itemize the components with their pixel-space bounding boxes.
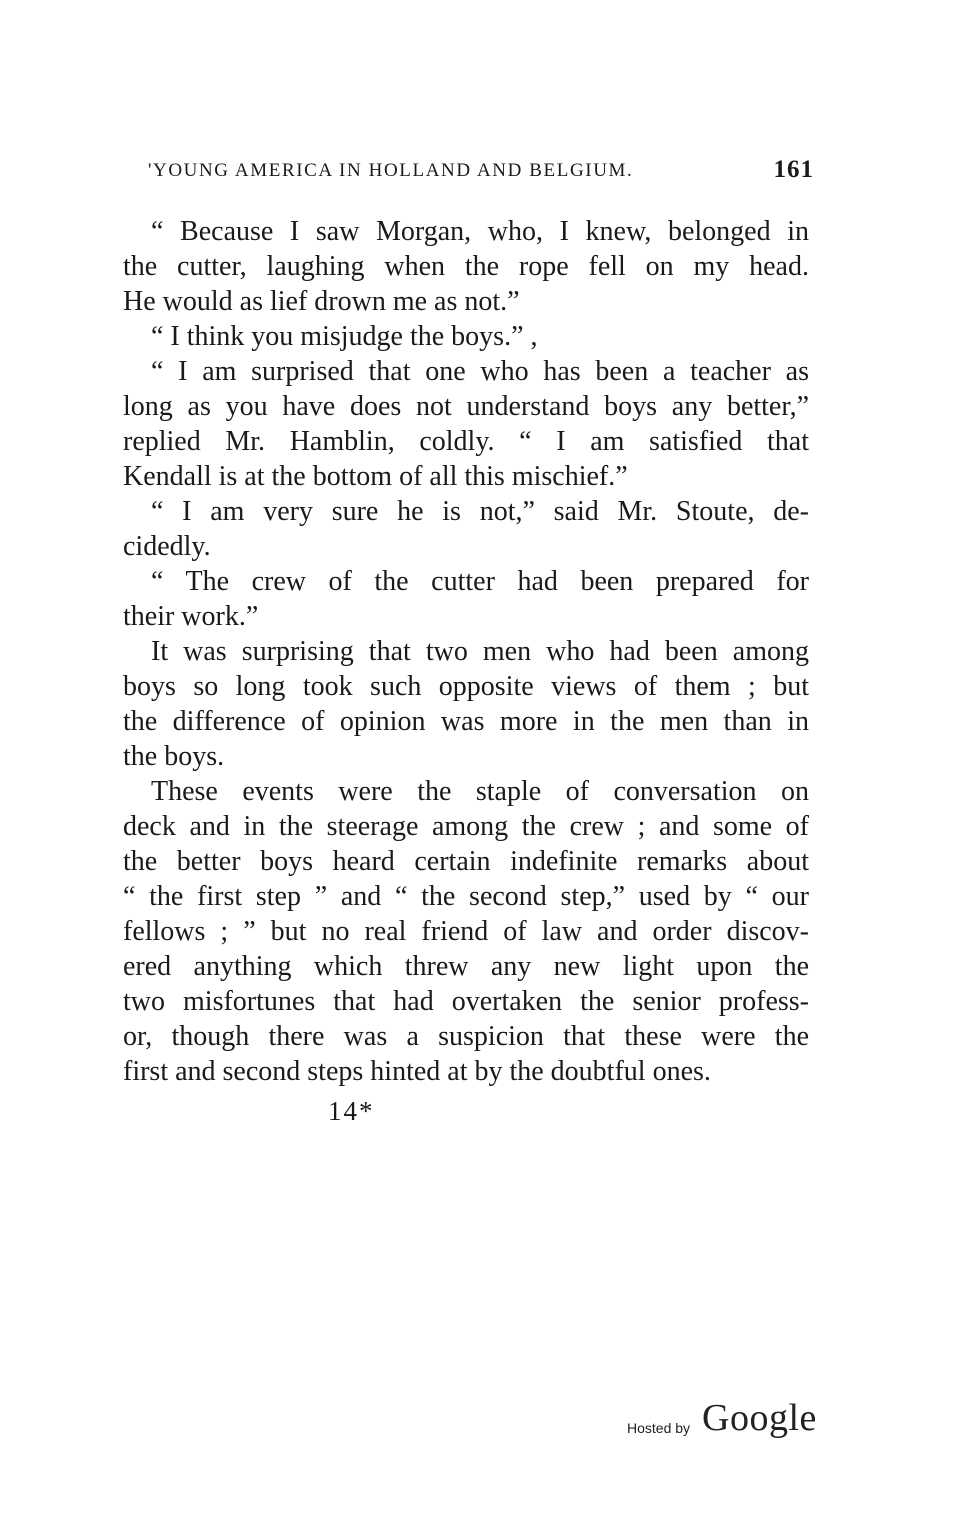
text-line: their work.”	[123, 601, 259, 632]
text-line: “ I think you misjudge the boys.” ,	[151, 321, 538, 352]
text-line: boys so long took such opposite views of them ; but	[123, 671, 809, 702]
text-line: “ the first step ” and “ the second step,” used by “ our	[123, 881, 809, 912]
text-line: long as you have does not understand boys any better,”	[123, 391, 809, 422]
text-line: “ The crew of the cutter had been prepared for	[151, 566, 809, 597]
hosted-by-google-watermark	[622, 1396, 832, 1446]
text-line: the boys.	[123, 741, 225, 772]
text-line: cidedly.	[123, 531, 211, 562]
text-line: replied Mr. Hamblin, coldly. “ I am satisfied that	[123, 426, 809, 457]
text-line: two misfortunes that had overtaken the senior profess-	[123, 986, 809, 1017]
text-line: first and second steps hinted at by the doubtful ones.	[123, 1056, 711, 1087]
text-line: the better boys heard certain indefinite remarks about	[123, 846, 809, 877]
text-line: It was surprising that two men who had been among	[151, 636, 809, 667]
text-line: Kendall is at the bottom of all this mischief.”	[123, 461, 628, 492]
text-line: These events were the staple of conversation on	[151, 776, 809, 807]
hosted-by-label: Hosted by	[627, 1420, 691, 1436]
text-line: the cutter, laughing when the rope fell on my head.	[123, 251, 809, 282]
page-number: 161	[773, 156, 814, 183]
text-line: “ I am very sure he is not,” said Mr. Stoute, de-	[151, 496, 809, 527]
text-line: the difference of opinion was more in the men than in	[123, 706, 809, 737]
text-line: fellows ; ” but no real friend of law and order discov-	[123, 916, 809, 947]
text-line: deck and in the steerage among the crew ; and some of	[123, 811, 809, 842]
signature-mark: 14*	[328, 1096, 375, 1126]
text-line: “ I am surprised that one who has been a teacher as	[151, 356, 809, 387]
text-line: “ Because I saw Morgan, who, I knew, belonged in	[151, 216, 809, 247]
text-line: or, though there was a suspicion that these were the	[123, 1021, 809, 1052]
running-head-title: 'YOUNG AMERICA IN HOLLAND AND BELGIUM.	[148, 160, 634, 181]
text-line: He would as lief drown me as not.”	[123, 286, 520, 317]
text-line: ered anything which threw any new light upon the	[123, 951, 809, 982]
google-logo: Google	[702, 1397, 817, 1439]
body-text	[123, 214, 809, 1089]
running-head	[148, 158, 814, 188]
